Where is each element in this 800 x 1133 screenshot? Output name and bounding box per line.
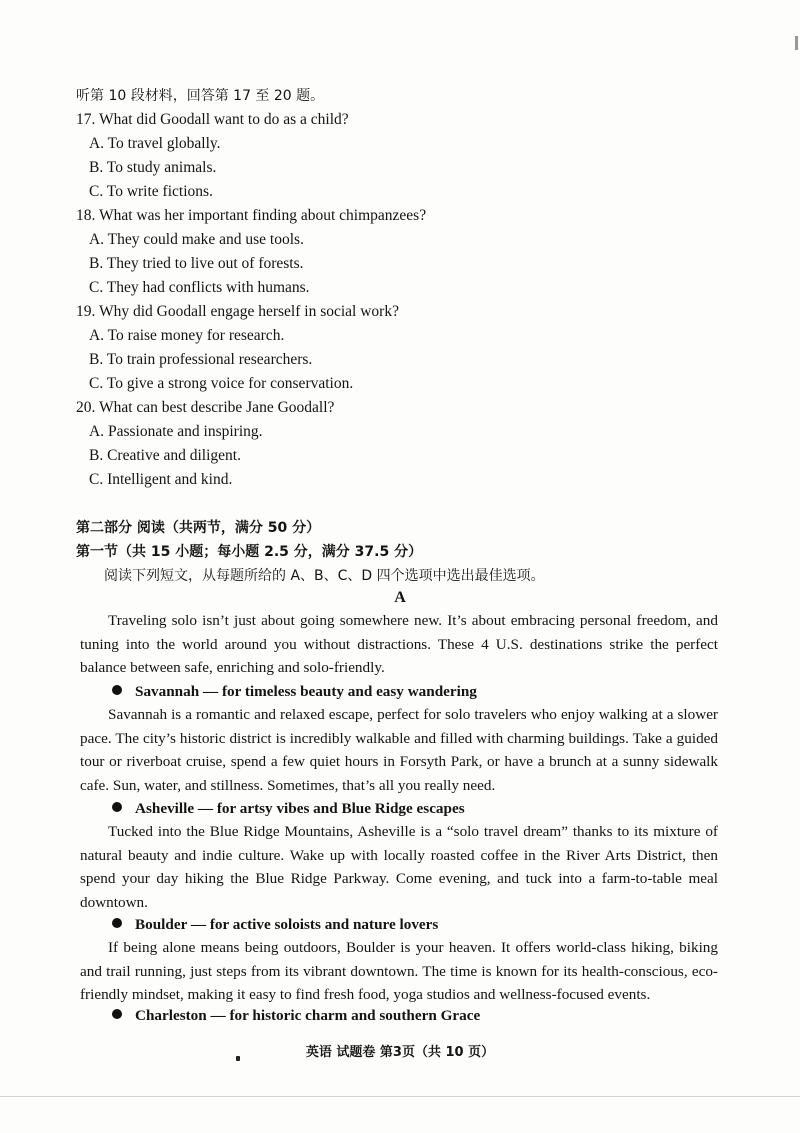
- option-17b: B. To study animals.: [89, 159, 217, 176]
- passage-intro-text: Traveling solo isn’t just about going somewhere new. It’s about embracing personal freedom, and tuning into the world around you without distractions. These 4 U.S. destinations strike the perfect balance between safe, enriching and solo-friendly.: [80, 612, 718, 676]
- option-17c: C. To write fictions.: [89, 183, 213, 200]
- reading-part-title: 第二部分 阅读（共两节，满分 50 分）: [76, 520, 321, 536]
- destination-body: If being alone means being outdoors, Boulder is your heaven. It offers world-class hiking, biking and trail running, just steps from its vibrant downtown. The time is known for its health-conscious, eco-friendly mindset, making it easy to find fresh food, yoga studios and wellness-focused events.: [80, 939, 718, 1003]
- scan-bottom-edge: [0, 1096, 800, 1097]
- destination-heading-asheville: [112, 799, 465, 819]
- option-20c: C. Intelligent and kind.: [89, 471, 233, 488]
- destination-heading-text: Charleston — for historic charm and southern Grace: [135, 1007, 481, 1024]
- destination-heading-text: Asheville — for artsy vibes and Blue Ridge escapes: [135, 800, 465, 817]
- destination-heading-text: Boulder — for active soloists and nature lovers: [135, 916, 439, 933]
- destination-heading-savannah: [112, 682, 477, 702]
- bullet-icon: [112, 802, 122, 812]
- destination-text-savannah: [80, 703, 718, 797]
- bullet-icon: [112, 685, 122, 695]
- bullet-icon: [112, 918, 122, 928]
- destination-heading-charleston: [112, 1006, 480, 1026]
- passage-intro: [80, 609, 718, 680]
- destination-heading-boulder: [112, 915, 438, 935]
- question-20: 20. What can best describe Jane Goodall?: [76, 399, 335, 416]
- bullet-icon: [112, 1009, 122, 1019]
- destination-text-asheville: [80, 820, 718, 914]
- option-17a: A. To travel globally.: [89, 135, 221, 152]
- option-18b: B. They tried to live out of forests.: [89, 255, 304, 272]
- option-18c: C. They had conflicts with humans.: [89, 279, 310, 296]
- option-18a: A. They could make and use tools.: [89, 231, 304, 248]
- scan-edge-mark: [795, 36, 798, 50]
- option-19c: C. To give a strong voice for conservation.: [89, 375, 354, 392]
- option-20a: A. Passionate and inspiring.: [89, 423, 263, 440]
- option-20b: B. Creative and diligent.: [89, 447, 241, 464]
- scan-speck: [236, 1056, 240, 1061]
- destination-body: Savannah is a romantic and relaxed escape, perfect for solo travelers who enjoy walking at a slower pace. The city’s historic district is incredibly walkable and filled with charming buildings. Take a guided tour or riverboat cruise, spend a few quiet hours in Forsyth Park, or have a brunch at a sunny sidewalk cafe. Sun, water, and stillness. Sometimes, that’s all you really need.: [80, 706, 718, 794]
- page-footer: 英语 试题卷 第3页（共 10 页）: [305, 1045, 495, 1060]
- listening-intro: 听第 10 段材料，回答第 17 至 20 题。: [76, 88, 325, 104]
- question-19: 19. Why did Goodall engage herself in social work?: [76, 303, 399, 320]
- destination-body: Tucked into the Blue Ridge Mountains, Asheville is a “solo travel dream” thanks to its mixture of natural beauty and indie culture. Wake up with locally roasted coffee in the River Arts District, then spend your day hiking the Blue Ridge Parkway. Come evening, and tuck into a farm-to-table meal downtown.: [80, 823, 718, 911]
- option-19b: B. To train professional researchers.: [89, 351, 313, 368]
- reading-instruction: 阅读下列短文，从每题所给的 A、B、C、D 四个选项中选出最佳选项。: [104, 568, 545, 584]
- destination-text-boulder: [80, 936, 718, 1007]
- question-18: 18. What was her important finding about chimpanzees?: [76, 207, 427, 224]
- passage-label: A: [394, 589, 406, 606]
- reading-section-title: 第一节（共 15 小题；每小题 2.5 分，满分 37.5 分）: [76, 544, 423, 560]
- destination-heading-text: Savannah — for timeless beauty and easy wandering: [135, 683, 477, 700]
- option-19a: A. To raise money for research.: [89, 327, 285, 344]
- question-17: 17. What did Goodall want to do as a child?: [76, 111, 349, 128]
